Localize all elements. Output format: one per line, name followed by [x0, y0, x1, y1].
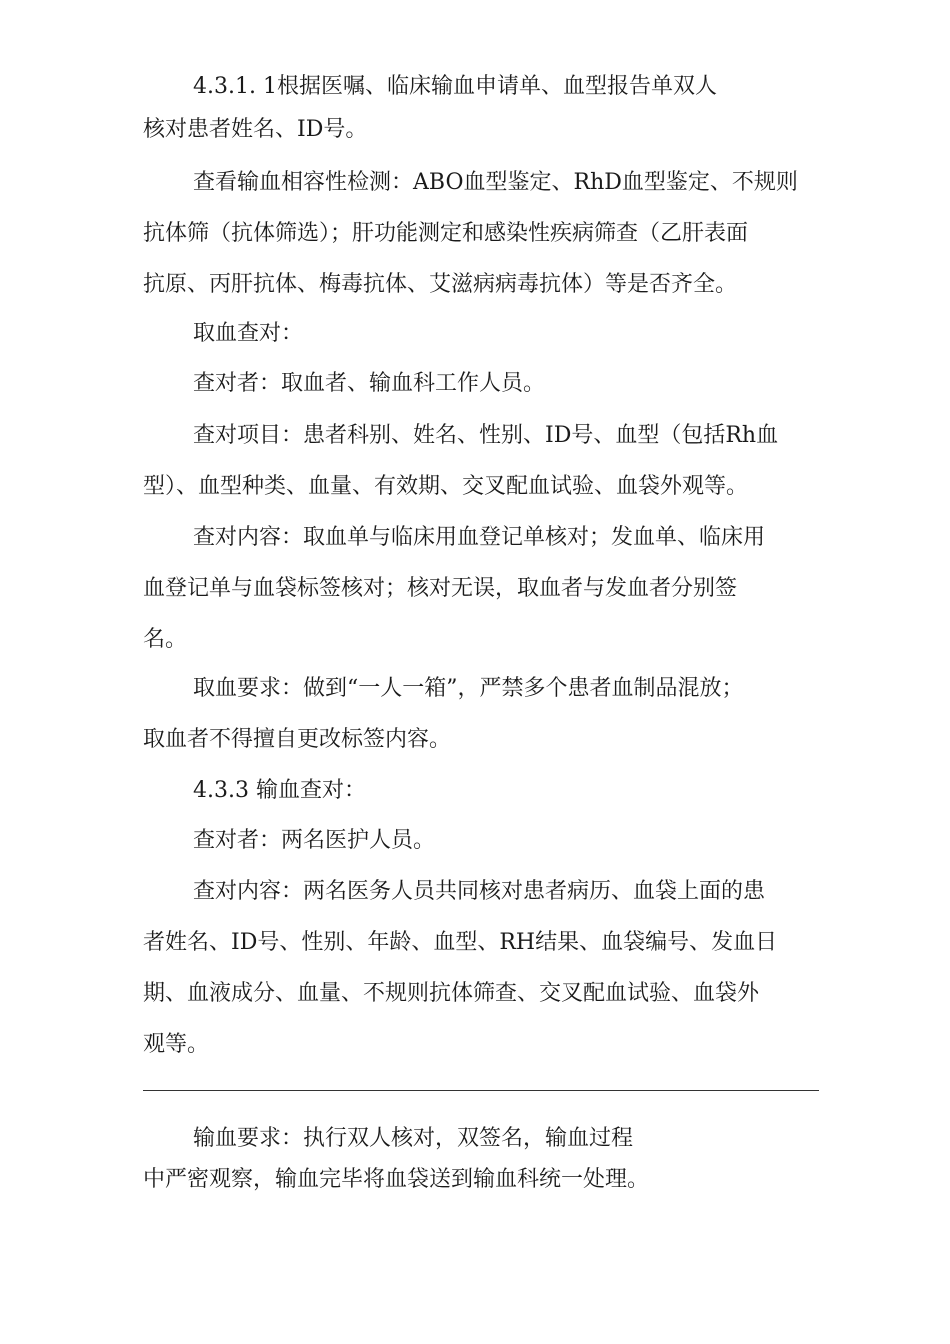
paragraph-line: 4.3.3 输血查对：	[193, 778, 366, 803]
paragraph-line: 查对者：两名医护人员。	[193, 828, 436, 853]
paragraph-line: 取血者不得擅自更改标签内容。	[143, 727, 452, 752]
paragraph-collection-requirements	[143, 663, 823, 765]
paragraph-transfusion-requirements	[143, 1113, 823, 1205]
paragraph-line: 名。	[143, 627, 188, 652]
paragraph-line: 取血要求：做到“一人一箱”，严禁多个患者血制品混放；	[193, 676, 744, 701]
paragraph-line: 输血要求：执行双人核对，双签名，输血过程	[193, 1126, 634, 1151]
paragraph-line: 查对内容：两名医务人员共同核对患者病历、血袋上面的患	[193, 879, 766, 904]
paragraph-line: 抗原、丙肝抗体、梅毒抗体、艾滋病病毒抗体）等是否齐全。	[143, 272, 738, 297]
paragraph-line: 血登记单与血袋标签核对；核对无误，取血者与发血者分别签	[143, 576, 738, 601]
paragraph-line: 查对者：取血者、输血科工作人员。	[193, 371, 546, 396]
paragraph-transfusion-check-contents	[143, 866, 823, 1070]
paragraph-line: 查对项目：患者科别、姓名、性别、ID号、血型（包括Rh血	[193, 423, 779, 448]
paragraph-line: 观等。	[143, 1032, 210, 1057]
horizontal-divider	[143, 1090, 819, 1091]
paragraph-line: 核对患者姓名、ID号。	[143, 117, 368, 142]
paragraph-compatibility-test	[143, 157, 823, 310]
paragraph-check-items	[143, 410, 823, 512]
paragraph-line: 查对内容：取血单与临床用血登记单核对；发血单、临床用	[193, 525, 766, 550]
paragraph-line: 4.3.1. 1根据医嘱、临床输血申请单、血型报告单双人	[193, 74, 717, 99]
paragraph-line: 中严密观察，输血完毕将血袋送到输血科统一处理。	[143, 1167, 650, 1192]
paragraph-blood-collection-check	[143, 308, 823, 359]
paragraph-line: 型）、血型种类、血量、有效期、交叉配血试验、血袋外观等。	[143, 474, 749, 499]
paragraph-4-3-3	[143, 765, 823, 816]
paragraph-line: 查看输血相容性检测：ABO血型鉴定、RhD血型鉴定、不规则	[193, 170, 798, 195]
paragraph-collection-checkers	[143, 358, 823, 409]
paragraph-transfusion-checkers	[143, 815, 823, 866]
paragraph-line: 期、血液成分、血量、不规则抗体筛查、交叉配血试验、血袋外	[143, 981, 760, 1006]
paragraph-4-3-1	[143, 61, 823, 155]
paragraph-check-contents	[143, 512, 823, 665]
paragraph-line: 抗体筛（抗体筛选）；肝功能测定和感染性疾病筛查（乙肝表面	[143, 221, 749, 246]
paragraph-line: 者姓名、ID号、性别、年龄、血型、RH结果、血袋编号、发血日	[143, 930, 778, 955]
paragraph-line: 取血查对：	[193, 321, 304, 346]
